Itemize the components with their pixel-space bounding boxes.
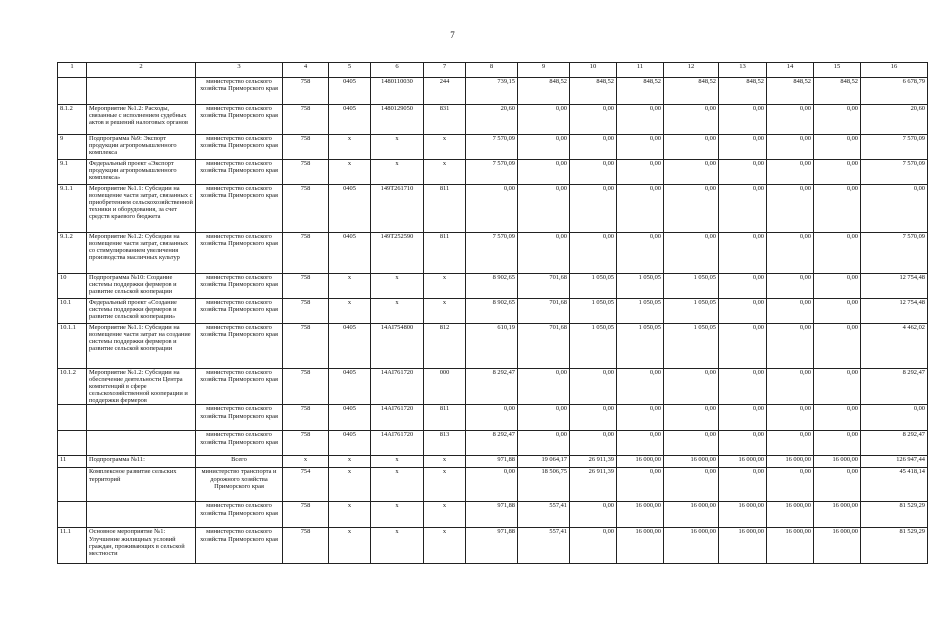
amount-cell: 557,41 <box>518 528 570 564</box>
responsible-org: министерство сельского хозяйства Приморского края <box>196 185 283 233</box>
expense-type-code: 244 <box>424 78 466 105</box>
amount-cell: 0,00 <box>518 160 570 185</box>
amount-cell: 19 064,17 <box>518 456 570 468</box>
expense-type-code: x <box>424 135 466 160</box>
column-header: 7 <box>424 63 466 78</box>
column-header: 6 <box>371 63 424 78</box>
amount-cell: 0,00 <box>617 185 664 233</box>
amount-cell: 7 570,09 <box>466 135 518 160</box>
table-row <box>58 185 928 233</box>
amount-cell: 0,00 <box>570 185 617 233</box>
amount-cell: 0,00 <box>767 135 814 160</box>
amount-cell: 0,00 <box>719 324 767 369</box>
amount-cell: 12 754,48 <box>861 274 928 299</box>
amount-cell: 0,00 <box>518 105 570 135</box>
expense-type-code: 811 <box>424 185 466 233</box>
amount-cell: 6 678,79 <box>861 78 928 105</box>
responsible-org: министерство сельского хозяйства Приморского края <box>196 431 283 456</box>
expense-type-code: x <box>424 468 466 502</box>
section-code: x <box>329 299 371 324</box>
amount-cell: 0,00 <box>570 528 617 564</box>
ministry-code: 758 <box>283 233 329 274</box>
amount-cell: 7 570,09 <box>861 233 928 274</box>
program-name <box>87 78 196 105</box>
page-number: 7 <box>450 30 455 40</box>
amount-cell: 848,52 <box>617 78 664 105</box>
amount-cell: 0,00 <box>719 233 767 274</box>
table-row <box>58 299 928 324</box>
target-article-code: x <box>371 160 424 185</box>
expense-type-code: x <box>424 299 466 324</box>
section-code: 0405 <box>329 431 371 456</box>
row-number: 10.1.2 <box>58 369 87 405</box>
amount-cell: 0,00 <box>719 135 767 160</box>
amount-cell: 0,00 <box>767 274 814 299</box>
program-name: Мероприятие №1.2: Расходы, связанные с исполнением судебных актов и решений налоговых органов <box>87 105 196 135</box>
column-header: 14 <box>767 63 814 78</box>
amount-cell: 16 000,00 <box>719 502 767 528</box>
ministry-code: 758 <box>283 78 329 105</box>
column-header: 15 <box>814 63 861 78</box>
column-header: 3 <box>196 63 283 78</box>
amount-cell: 126 947,44 <box>861 456 928 468</box>
amount-cell: 45 418,14 <box>861 468 928 502</box>
column-header: 16 <box>861 63 928 78</box>
program-name <box>87 502 196 528</box>
amount-cell: 0,00 <box>719 105 767 135</box>
responsible-org: министерство сельского хозяйства Приморского края <box>196 105 283 135</box>
row-number: 8.1.2 <box>58 105 87 135</box>
amount-cell: 0,00 <box>664 468 719 502</box>
row-number: 10.1 <box>58 299 87 324</box>
section-code: x <box>329 468 371 502</box>
amount-cell: 7 570,09 <box>861 160 928 185</box>
amount-cell: 971,88 <box>466 456 518 468</box>
amount-cell: 0,00 <box>814 369 861 405</box>
amount-cell: 0,00 <box>617 431 664 456</box>
section-code: x <box>329 135 371 160</box>
expense-type-code: 813 <box>424 431 466 456</box>
table-row <box>58 233 928 274</box>
amount-cell: 0,00 <box>518 431 570 456</box>
amount-cell: 16 000,00 <box>617 528 664 564</box>
expense-type-code: 811 <box>424 405 466 431</box>
amount-cell: 12 754,48 <box>861 299 928 324</box>
ministry-code: 758 <box>283 135 329 160</box>
amount-cell: 0,00 <box>767 105 814 135</box>
amount-cell: 1 050,05 <box>664 324 719 369</box>
amount-cell: 7 570,09 <box>861 135 928 160</box>
table-row <box>58 324 928 369</box>
table-row <box>58 431 928 456</box>
amount-cell: 971,88 <box>466 528 518 564</box>
amount-cell: 0,00 <box>617 405 664 431</box>
responsible-org: министерство сельского хозяйства Приморского края <box>196 233 283 274</box>
amount-cell: 0,00 <box>664 431 719 456</box>
amount-cell: 8 292,47 <box>466 369 518 405</box>
amount-cell: 0,00 <box>664 185 719 233</box>
program-name: Мероприятие №1.2: Субсидии на обеспечение деятельности Центра компетенций в сфере сельскохозяйственной кооперации и поддержки фермеров <box>87 369 196 405</box>
amount-cell: 8 902,65 <box>466 274 518 299</box>
row-number <box>58 468 87 502</box>
row-number <box>58 78 87 105</box>
amount-cell: 16 000,00 <box>664 502 719 528</box>
amount-cell: 701,68 <box>518 299 570 324</box>
responsible-org: министерство сельского хозяйства Приморского края <box>196 528 283 564</box>
section-code: 0405 <box>329 369 371 405</box>
amount-cell: 0,00 <box>664 135 719 160</box>
target-article-code: x <box>371 299 424 324</box>
responsible-org: министерство сельского хозяйства Приморского края <box>196 324 283 369</box>
target-article-code: 14AI761720 <box>371 369 424 405</box>
amount-cell: 0,00 <box>814 233 861 274</box>
amount-cell: 0,00 <box>664 405 719 431</box>
amount-cell: 1 050,05 <box>664 299 719 324</box>
column-header: 9 <box>518 63 570 78</box>
amount-cell: 0,00 <box>617 105 664 135</box>
amount-cell: 557,41 <box>518 502 570 528</box>
section-code: 0405 <box>329 324 371 369</box>
target-article-code: x <box>371 274 424 299</box>
amount-cell: 971,88 <box>466 502 518 528</box>
amount-cell: 16 000,00 <box>767 502 814 528</box>
responsible-org: министерство сельского хозяйства Приморского края <box>196 160 283 185</box>
row-number <box>58 431 87 456</box>
amount-cell: 0,00 <box>518 135 570 160</box>
responsible-org: Всего <box>196 456 283 468</box>
section-code: x <box>329 502 371 528</box>
ministry-code: 758 <box>283 274 329 299</box>
target-article-code: 149T252590 <box>371 233 424 274</box>
amount-cell: 1 050,05 <box>570 324 617 369</box>
amount-cell: 0,00 <box>570 135 617 160</box>
table-row <box>58 456 928 468</box>
amount-cell: 16 000,00 <box>719 456 767 468</box>
program-name: Комплексное развитие сельских территорий <box>87 468 196 502</box>
amount-cell: 81 529,29 <box>861 502 928 528</box>
section-code: 0405 <box>329 78 371 105</box>
amount-cell: 1 050,05 <box>570 299 617 324</box>
table-row <box>58 528 928 564</box>
column-header: 2 <box>87 63 196 78</box>
amount-cell: 8 292,47 <box>466 431 518 456</box>
program-name <box>87 431 196 456</box>
amount-cell: 701,68 <box>518 274 570 299</box>
amount-cell: 701,68 <box>518 324 570 369</box>
ministry-code: 758 <box>283 160 329 185</box>
column-header: 10 <box>570 63 617 78</box>
row-number: 11.1 <box>58 528 87 564</box>
amount-cell: 18 506,75 <box>518 468 570 502</box>
responsible-org: министерство сельского хозяйства Приморского края <box>196 405 283 431</box>
row-number: 11 <box>58 456 87 468</box>
amount-cell: 0,00 <box>767 160 814 185</box>
amount-cell: 0,00 <box>664 233 719 274</box>
ministry-code: 758 <box>283 299 329 324</box>
section-code: 0405 <box>329 405 371 431</box>
program-name: Подпрограмма №11: <box>87 456 196 468</box>
amount-cell: 7 570,09 <box>466 160 518 185</box>
amount-cell: 0,00 <box>814 105 861 135</box>
amount-cell: 739,15 <box>466 78 518 105</box>
ministry-code: 758 <box>283 528 329 564</box>
amount-cell: 0,00 <box>767 405 814 431</box>
amount-cell: 0,00 <box>814 274 861 299</box>
amount-cell: 16 000,00 <box>767 528 814 564</box>
table-row <box>58 78 928 105</box>
amount-cell: 16 000,00 <box>719 528 767 564</box>
section-code: 0405 <box>329 233 371 274</box>
amount-cell: 0,00 <box>617 233 664 274</box>
ministry-code: 754 <box>283 468 329 502</box>
amount-cell: 0,00 <box>617 468 664 502</box>
row-number: 9.1.2 <box>58 233 87 274</box>
responsible-org: министерство транспорта и дорожного хозяйства Приморского края <box>196 468 283 502</box>
budget-table <box>57 62 928 564</box>
amount-cell: 0,00 <box>466 405 518 431</box>
amount-cell: 0,00 <box>814 185 861 233</box>
amount-cell: 0,00 <box>814 405 861 431</box>
amount-cell: 0,00 <box>814 431 861 456</box>
target-article-code: 1480129050 <box>371 105 424 135</box>
amount-cell: 81 529,29 <box>861 528 928 564</box>
ministry-code: x <box>283 456 329 468</box>
amount-cell: 16 000,00 <box>814 456 861 468</box>
amount-cell: 0,00 <box>664 369 719 405</box>
amount-cell: 848,52 <box>719 78 767 105</box>
section-code: x <box>329 456 371 468</box>
amount-cell: 0,00 <box>570 369 617 405</box>
target-article-code: x <box>371 528 424 564</box>
amount-cell: 0,00 <box>719 369 767 405</box>
amount-cell: 1 050,05 <box>617 274 664 299</box>
amount-cell: 0,00 <box>719 185 767 233</box>
amount-cell: 0,00 <box>719 274 767 299</box>
expense-type-code: 831 <box>424 105 466 135</box>
target-article-code: 14AI754800 <box>371 324 424 369</box>
amount-cell: 0,00 <box>814 135 861 160</box>
amount-cell: 26 911,39 <box>570 468 617 502</box>
amount-cell: 0,00 <box>767 299 814 324</box>
program-name: Подпрограмма №10: Создание системы поддержки фермеров и развитие сельской кооперации <box>87 274 196 299</box>
amount-cell: 0,00 <box>466 185 518 233</box>
responsible-org: министерство сельского хозяйства Приморского края <box>196 502 283 528</box>
amount-cell: 8 292,47 <box>861 431 928 456</box>
amount-cell: 0,00 <box>617 135 664 160</box>
ministry-code: 758 <box>283 185 329 233</box>
amount-cell: 848,52 <box>518 78 570 105</box>
amount-cell: 16 000,00 <box>617 456 664 468</box>
amount-cell: 0,00 <box>617 160 664 185</box>
amount-cell: 0,00 <box>570 405 617 431</box>
amount-cell: 16 000,00 <box>664 528 719 564</box>
amount-cell: 16 000,00 <box>814 502 861 528</box>
responsible-org: министерство сельского хозяйства Приморского края <box>196 78 283 105</box>
row-number: 9.1 <box>58 160 87 185</box>
amount-cell: 0,00 <box>767 185 814 233</box>
amount-cell: 1 050,05 <box>664 274 719 299</box>
expense-type-code: x <box>424 502 466 528</box>
responsible-org: министерство сельского хозяйства Приморского края <box>196 135 283 160</box>
program-name: Подпрограмма №9: Экспорт продукции агропромышленного комплекса <box>87 135 196 160</box>
amount-cell: 0,00 <box>570 431 617 456</box>
expense-type-code: x <box>424 160 466 185</box>
target-article-code: x <box>371 456 424 468</box>
column-header: 8 <box>466 63 518 78</box>
amount-cell: 0,00 <box>617 369 664 405</box>
amount-cell: 848,52 <box>814 78 861 105</box>
table-row <box>58 502 928 528</box>
amount-cell: 0,00 <box>767 324 814 369</box>
amount-cell: 0,00 <box>570 160 617 185</box>
amount-cell: 16 000,00 <box>617 502 664 528</box>
amount-cell: 8 902,65 <box>466 299 518 324</box>
amount-cell: 0,00 <box>518 405 570 431</box>
column-header: 1 <box>58 63 87 78</box>
row-number: 10 <box>58 274 87 299</box>
program-name: Федеральный проект «Создание системы поддержки фермеров и развитие сельской кооперации» <box>87 299 196 324</box>
expense-type-code: 000 <box>424 369 466 405</box>
amount-cell: 0,00 <box>719 299 767 324</box>
amount-cell: 0,00 <box>664 160 719 185</box>
target-article-code: x <box>371 502 424 528</box>
amount-cell: 1 050,05 <box>570 274 617 299</box>
amount-cell: 0,00 <box>861 405 928 431</box>
column-header: 5 <box>329 63 371 78</box>
amount-cell: 20,60 <box>861 105 928 135</box>
program-name <box>87 405 196 431</box>
amount-cell: 0,00 <box>814 160 861 185</box>
header-row <box>58 63 928 78</box>
amount-cell: 0,00 <box>767 233 814 274</box>
responsible-org: министерство сельского хозяйства Приморского края <box>196 369 283 405</box>
expense-type-code: 811 <box>424 233 466 274</box>
row-number <box>58 405 87 431</box>
ministry-code: 758 <box>283 405 329 431</box>
amount-cell: 848,52 <box>767 78 814 105</box>
amount-cell: 848,52 <box>570 78 617 105</box>
program-name: Мероприятие №1.1: Субсидии на возмещение части затрат, связанных с приобретением сельскохозяйственной техники и оборудования, за счет средств краевого бюджета <box>87 185 196 233</box>
amount-cell: 16 000,00 <box>664 456 719 468</box>
column-header: 12 <box>664 63 719 78</box>
section-code: x <box>329 528 371 564</box>
amount-cell: 0,00 <box>814 299 861 324</box>
column-header: 13 <box>719 63 767 78</box>
table-row <box>58 468 928 502</box>
amount-cell: 4 462,02 <box>861 324 928 369</box>
table-row <box>58 105 928 135</box>
responsible-org: министерство сельского хозяйства Приморского края <box>196 274 283 299</box>
section-code: 0405 <box>329 105 371 135</box>
table-row <box>58 274 928 299</box>
amount-cell: 0,00 <box>570 502 617 528</box>
amount-cell: 848,52 <box>664 78 719 105</box>
ministry-code: 758 <box>283 369 329 405</box>
target-article-code: 14AI761720 <box>371 431 424 456</box>
expense-type-code: 812 <box>424 324 466 369</box>
ministry-code: 758 <box>283 431 329 456</box>
program-name: Основное мероприятие №1: Улучшение жилищных условий граждан, проживающих в сельской местности <box>87 528 196 564</box>
target-article-code: 14AI761720 <box>371 405 424 431</box>
table-row <box>58 160 928 185</box>
section-code: x <box>329 274 371 299</box>
amount-cell: 0,00 <box>767 369 814 405</box>
amount-cell: 1 050,05 <box>617 324 664 369</box>
amount-cell: 1 050,05 <box>617 299 664 324</box>
target-article-code: x <box>371 135 424 160</box>
amount-cell: 0,00 <box>518 369 570 405</box>
amount-cell: 0,00 <box>466 468 518 502</box>
expense-type-code: x <box>424 528 466 564</box>
amount-cell: 0,00 <box>719 431 767 456</box>
row-number <box>58 502 87 528</box>
expense-type-code: x <box>424 456 466 468</box>
row-number: 9.1.1 <box>58 185 87 233</box>
amount-cell: 7 570,09 <box>466 233 518 274</box>
amount-cell: 0,00 <box>719 405 767 431</box>
target-article-code: x <box>371 468 424 502</box>
expense-type-code: x <box>424 274 466 299</box>
responsible-org: министерство сельского хозяйства Приморского края <box>196 299 283 324</box>
section-code: x <box>329 160 371 185</box>
amount-cell: 16 000,00 <box>814 528 861 564</box>
program-name: Федеральный проект «Экспорт продукции агропромышленного комплекса» <box>87 160 196 185</box>
amount-cell: 0,00 <box>518 185 570 233</box>
program-name: Мероприятие №1.1: Субсидии на возмещение части затрат на создание системы поддержки фермеров и развитие сельской кооперации <box>87 324 196 369</box>
amount-cell: 0,00 <box>518 233 570 274</box>
amount-cell: 8 292,47 <box>861 369 928 405</box>
column-header: 11 <box>617 63 664 78</box>
ministry-code: 758 <box>283 324 329 369</box>
amount-cell: 610,19 <box>466 324 518 369</box>
amount-cell: 0,00 <box>719 468 767 502</box>
row-number: 10.1.1 <box>58 324 87 369</box>
target-article-code: 149T261710 <box>371 185 424 233</box>
amount-cell: 0,00 <box>570 105 617 135</box>
amount-cell: 0,00 <box>814 468 861 502</box>
amount-cell: 0,00 <box>719 160 767 185</box>
table-row <box>58 369 928 405</box>
row-number: 9 <box>58 135 87 160</box>
amount-cell: 0,00 <box>861 185 928 233</box>
table-row <box>58 405 928 431</box>
target-article-code: 1480110030 <box>371 78 424 105</box>
table-row <box>58 135 928 160</box>
column-header: 4 <box>283 63 329 78</box>
amount-cell: 0,00 <box>570 233 617 274</box>
amount-cell: 0,00 <box>814 324 861 369</box>
amount-cell: 26 911,39 <box>570 456 617 468</box>
ministry-code: 758 <box>283 105 329 135</box>
amount-cell: 0,00 <box>767 468 814 502</box>
amount-cell: 20,60 <box>466 105 518 135</box>
amount-cell: 0,00 <box>664 105 719 135</box>
section-code: 0405 <box>329 185 371 233</box>
ministry-code: 758 <box>283 502 329 528</box>
amount-cell: 16 000,00 <box>767 456 814 468</box>
program-name: Мероприятие №1.2: Субсидии на возмещение части затрат, связанных со стимулированием увеличения производства масличных культур <box>87 233 196 274</box>
amount-cell: 0,00 <box>767 431 814 456</box>
